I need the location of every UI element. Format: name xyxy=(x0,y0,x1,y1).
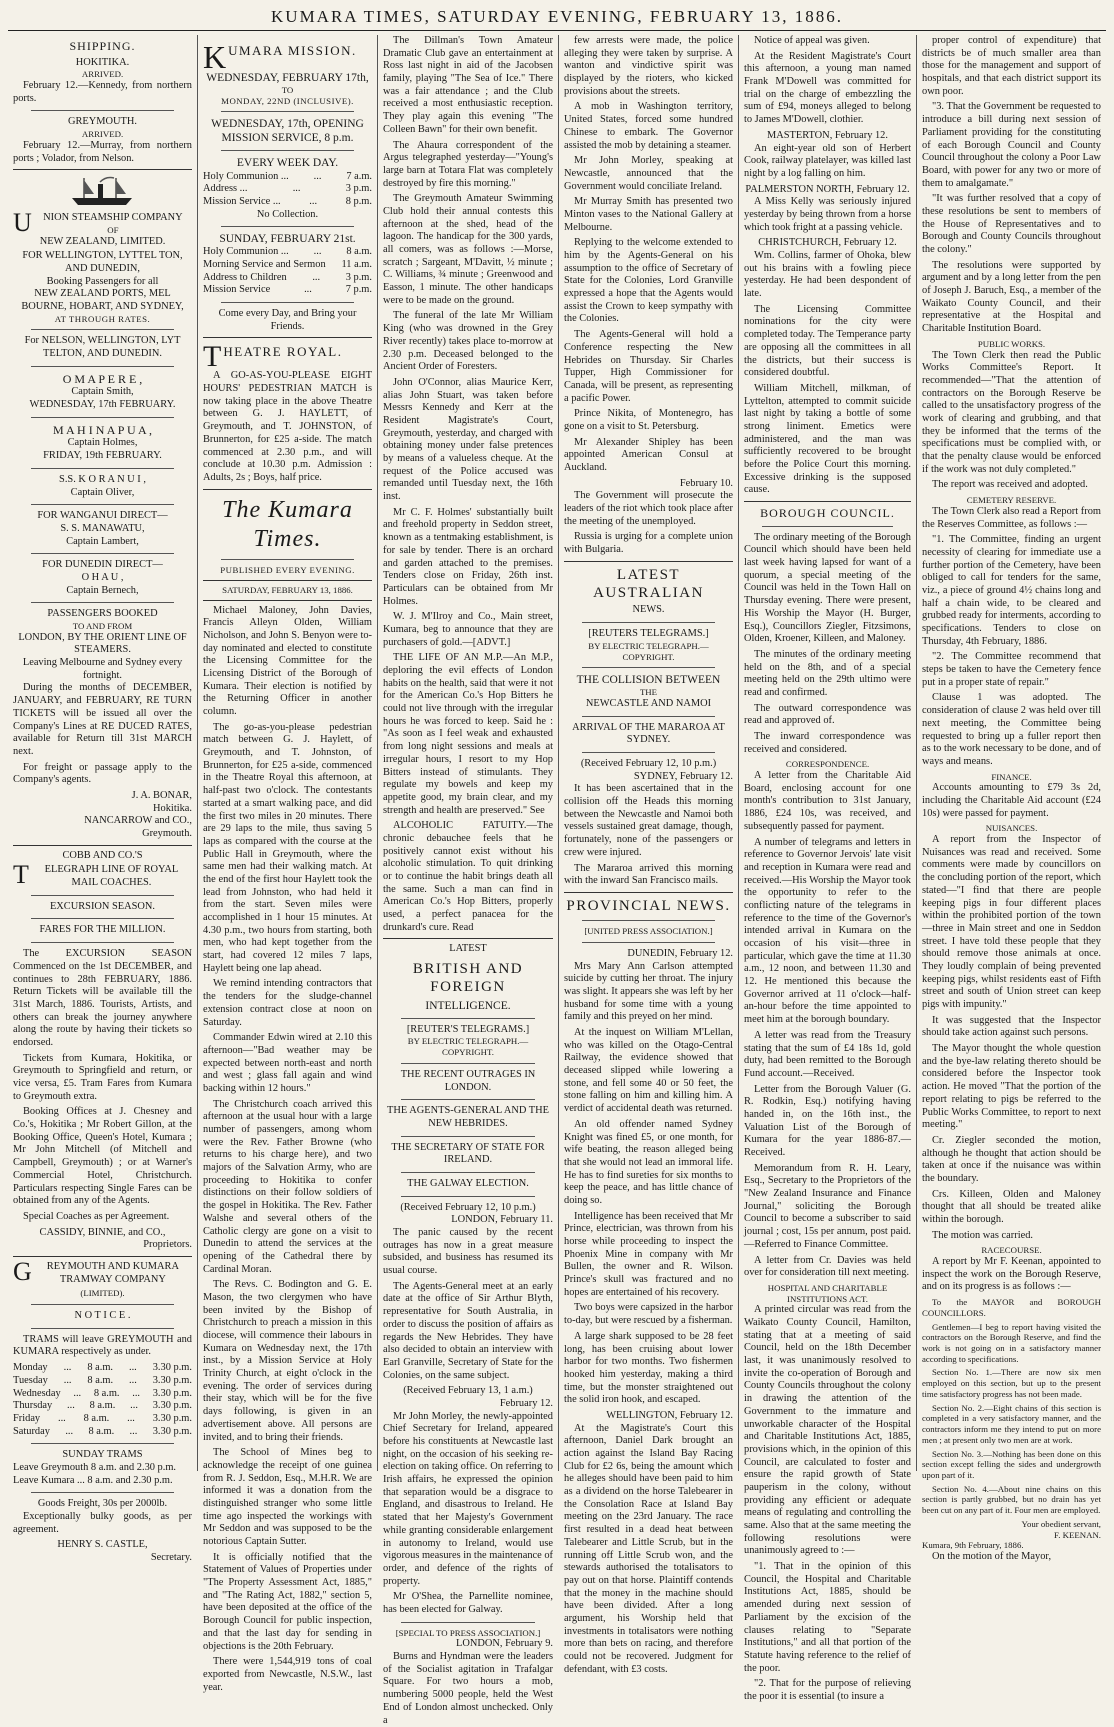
column-6 xyxy=(917,35,1106,1562)
divider xyxy=(31,942,174,943)
article-paragraph: Letter from the Borough Valuer (G. R. Rodkin, Esq.) notifying having handed in, on the 16th inst., the Valuation List of the Borough of Kumara for the year 1886-87.—Received. xyxy=(744,1083,911,1159)
subsection-heading: HOSPITAL AND CHARITABLE INSTITUTIONS ACT. xyxy=(767,1282,888,1304)
article-paragraph: ALCOHOLIC FATUITY.—The chronic debauchee feels that he positively cannot exist without his alcoholic stimulation. To quit drinking or to continue the habit brings death all the same. Such a man can find in American Co.'s Hop Bitters, properly used, a perfect panacea for the drunkard's cure. Read xyxy=(383,820,553,933)
timetable-row: Saturday ... 8 a.m. ... 3.30 p.m. xyxy=(13,1425,192,1437)
article-paragraph: THE LIFE OF AN M.P.—An M.P., deploring the evil effects of London habits on the health, said that were it not for the American Co.'s Hop Bitters he could not live through with the irregular hours he was forced to keep. Said he : "As soon as I feel weak and exhausted from long night sessions and meals at irregular hours, I resort to my Hop Bitters instead of stimulants. They regulate my bowels and keep my appetite good, my brain clear, and my strength and health are preserved." See xyxy=(383,652,553,816)
article-paragraph: Section No. 4.—About nine chains on this section is partly grubbed, but no drain has yet been cut on any part of it. Four men are employed. xyxy=(922,1483,1101,1516)
newspaper-title: The Kumara Times. xyxy=(222,496,353,552)
route-line: AT THROUGH RATES. xyxy=(54,313,151,324)
article-paragraph: A Miss Kelly was seriously injured yesterday by being thrown from a horse which took fright at a passing vehicle. xyxy=(744,196,911,233)
steamship-icon xyxy=(68,174,138,208)
divider xyxy=(582,716,715,717)
dateline: SATURDAY, FEBRUARY 13, 1886. xyxy=(222,584,353,595)
copyright-label: BY ELECTRIC TELEGRAPH.—COPYRIGHT. xyxy=(588,640,709,662)
every-week-heading: EVERY WEEK DAY. xyxy=(236,157,339,170)
freight-text: For freight or passage apply to the Company's agents. xyxy=(13,761,192,786)
timetable-row: Thursday ... 8 a.m. ... 3.30 p.m. xyxy=(13,1400,192,1412)
article-paragraph: The motion was carried. xyxy=(932,1229,1033,1241)
article-paragraph: Section No. 3.—Nothing has been done on this section except felling the sides and undergrowth upon part of it. xyxy=(922,1448,1101,1480)
dropcap: U xyxy=(13,208,32,238)
reuters-label: [REUTER'S TELEGRAMS.] xyxy=(406,1023,530,1035)
service-row: Address ... ... 3 p.m. xyxy=(203,183,372,195)
timetable-row: Wednesday ... 8 a.m. ... 3.30 p.m. xyxy=(13,1387,192,1399)
service-row: Holy Communion ... ... 7 a.m. xyxy=(203,170,372,182)
received-line: (Received February 12, 10 p.m.) xyxy=(580,758,717,770)
article-paragraph: Mr O'Shea, the Parnellite nominee, has been elected for Galway. xyxy=(383,1591,553,1615)
agent-name: NANCARROW and CO., xyxy=(84,815,192,827)
captain: Captain Bernech, xyxy=(66,584,139,596)
sunday-trams-line: Leave Greymouth 8 a.m. and 2.30 p.m. xyxy=(13,1461,177,1473)
theatre-heading: HEATRE ROYAL. xyxy=(223,344,343,360)
divider xyxy=(31,504,174,505)
captain: Captain Lambert, xyxy=(66,535,139,547)
dateline: February 10. xyxy=(679,477,733,489)
captain: Captain Oliver, xyxy=(70,486,135,498)
dropcap: K xyxy=(203,39,227,75)
article-paragraph: The ordinary meeting of the Borough Council which should have been held last week having lapsed for want of a quorum, a special meeting of the Council was held in the Town Hall on Thursday evening. There were present, His Worship the Mayor (H. Burger, Esq.), Councillors Ziegler, Fitzsimons, Olden, Kroener, Killeen, and Maloney. xyxy=(744,531,911,645)
article-paragraph: The Greymouth Amateur Swimming Club hold their annual contests this afternoon at the shed, head of the lagoon. The handicap for the 300 yards, all comers, was as follows :—Morse, scratch ; Sargeant, M'Davitt, ½ minute ; C. Williams, ¾ minute ; Greenwood and Easson, 1 minute. The other handicaps were to be made on the ground. xyxy=(383,193,553,306)
service-row: Address to Children ... 3 p.m. xyxy=(203,271,372,283)
article-paragraph: "2. That for the purpose of relieving the poor it is essential (to insure a xyxy=(744,1678,911,1702)
column-5 xyxy=(739,35,917,1702)
route-line: FOR DUNEDIN DIRECT— xyxy=(42,559,163,571)
column-4 xyxy=(559,35,739,1675)
article-paragraph: Mr Alexander Shipley has been appointed American Consul at Auckland. xyxy=(564,436,733,473)
article-paragraph: The Town Clerk then read the Public Works Committee's Report. It recommended—"That the attention of contractors on the Borough Reserve be called to the unsatisfactory progress of the work of clearing and grubbing, and that they be informed that the terms of the specifications must be complied with, or that the penalty clause would be enforced if the work was not duly completed." xyxy=(922,349,1101,475)
article-paragraph: A letter was read from the Treasury stating that the sum of £4 18s 1d, gold duty, had been remitted to the Borough Fund account.—Received. xyxy=(744,1029,911,1079)
article-paragraph: The Licensing Committee nominations for the city were completed today. The Temperance party are opposing all the committees in all the districts, but their success is considered doubtful. xyxy=(744,303,911,379)
opening-service: WEDNESDAY, 17th, OPENING MISSION SERVICE, 8 p.m. xyxy=(211,118,364,145)
article-paragraph: "1. That in the opinion of this Council, the Hospital and Charitable Institutions Act, 1885, should be amended during next session of Parliament by the excision of the clauses relating to "Separate Institutions," and all that portion of the Statute having reference to the relief of the poor. xyxy=(744,1561,911,1674)
news-heading: THE AGENTS-GENERAL AND THE NEW HEBRIDES. xyxy=(387,1105,549,1129)
divider xyxy=(31,602,174,603)
telegraph-line-ad xyxy=(13,860,192,890)
dateline: WELLINGTON, February 12. xyxy=(606,1409,733,1421)
divider xyxy=(221,226,354,227)
divider xyxy=(203,580,372,581)
masthead: KUMARA TIMES, SATURDAY EVENING, FEBRUARY 13, 1886. xyxy=(271,7,843,26)
sunday-trams-heading: SUNDAY TRAMS xyxy=(62,1449,143,1461)
divider xyxy=(203,600,372,601)
trams-text: TRAMS will leave GREYMOUTH and KUMARA respectively as under. xyxy=(13,1333,192,1358)
excursion-heading: EXCURSION SEASON. xyxy=(49,900,156,912)
goods-freight: Goods Freight, 30s per 2000lb. xyxy=(37,1498,168,1510)
timetable-row: Tuesday ... 8 a.m. ... 3.30 p.m. xyxy=(13,1374,192,1386)
article-paragraph: Mrs Mary Ann Carlson attempted suicide by cutting her throat. The injury was slight. It appears she was left by her husband for some time with a young family and this preyed on her mind. xyxy=(564,960,733,1023)
article-paragraph: At the inquest on William M'Lellan, who was killed on the Otago-Central Railway, the evidence showed that deceased slipped while lowering a stone, and fell some 40 or 50 feet, the stone falling on him and killing him. A verdict of accidental death was returned. xyxy=(564,1027,733,1115)
greymouth-heading: GREYMOUTH. xyxy=(68,116,137,128)
article-paragraph: Mr John Morley, the newly-appointed Chief Secretary for Ireland, appeared before his constituents at Newcastle last night, on the occasion of his seeking re-election on taking office. On referring to Irish affairs, he expressed the opinion that separation would be a disgrace to England, and disastrous to Ireland. He stated that her Majesty's Government while granting considerable enlargement in autonomy to Ireland, would use vigorous measures in the maintenance of order, and defence of the rights of property. xyxy=(383,1410,553,1587)
passengers-line: TO AND FROM xyxy=(72,621,133,631)
news-heading: NEWCASTLE AND NAMOI xyxy=(585,697,712,709)
article-paragraph: The panic caused by the recent outrages has now in a great measure subsided, and business has resumed its usual course. xyxy=(383,1227,553,1277)
article-paragraph: A report by Mr F. Keenan, appointed to inspect the work on the Borough Reserve, and on its progress is as follows :— xyxy=(922,1256,1101,1293)
theatre-text: A GO-AS-YOU-PLEASE EIGHT HOURS' PEDESTRIAN MATCH is now taking place in the above Theatre between G. J. HAYLETT, of Greymouth, and T. JOHNSTON, of Brunnerton, for £25 a-side. The match commenced at 2.30 p.m., and will conclude at 10.30 p.m. Admission : Adults, 2s ; Boys, half price. xyxy=(203,370,372,483)
columns xyxy=(8,35,1106,1726)
article-paragraph: The outward correspondence was read and approved of. xyxy=(744,702,911,727)
hokitika-arrivals: February 12.—Kennedy, from northern ports. xyxy=(13,80,192,104)
article-paragraph: Mr Murray Smith has presented two Minton vases to the National Gallery at Melbourne. xyxy=(564,196,733,233)
divider xyxy=(401,1136,535,1137)
divider xyxy=(31,553,174,554)
subsection-heading: FINANCE. xyxy=(991,771,1032,782)
tickets-text: Tickets from Kumara, Hokitika, or Greymouth to Springfield and return, or vice versa, £5. Tram Fares from Kumara to Greymouth extra. xyxy=(13,1052,192,1102)
dateline: LONDON, February 9. xyxy=(456,1638,553,1650)
ship-name: S. S. MANAWATU, xyxy=(60,522,145,534)
divider xyxy=(582,920,715,921)
divider xyxy=(31,1443,174,1444)
ad-title: REYMOUTH AND KUMARA TRAMWAY COMPANY xyxy=(46,1260,179,1285)
divider xyxy=(221,150,354,151)
divider xyxy=(762,526,893,527)
divider xyxy=(31,366,174,367)
dateline: MASTERTON, February 12. xyxy=(767,129,888,141)
article-paragraph: Gentlemen—I beg to report having visited the contractors on the Borough Reserve, and find the work is not going on in a satisfactory manner according to specifications. xyxy=(922,1321,1101,1364)
article-paragraph: At the Resident Magistrate's Court this afternoon, a young man named Frank M'Dowell was committed for trial on the charge of embezzling the sum of £94, moneys alleged to belong to James M'Dowell, clothier. xyxy=(744,50,911,126)
service-row: Morning Service and Sermon 11 a.m. xyxy=(203,258,372,270)
news-heading: THE GALWAY ELECTION. xyxy=(407,1177,529,1189)
article-paragraph: The Ahaura correspondent of the Argus telegraphed yesterday—"Young's large barn at Totara Flat was completely destroyed by fire this morning." xyxy=(383,139,553,189)
article-paragraph: W. J. M'Ilroy and Co., Main street, Kumara, beg to announce that they are purchasers of gold.—[ADVT.] xyxy=(383,611,553,648)
signoff: Your obedient servant, xyxy=(1021,1518,1101,1529)
route-line: NEW ZEALAND PORTS, MEL BOURNE, HOBART, AND SYDNEY, xyxy=(21,288,184,313)
union-steamship-ad xyxy=(13,208,192,248)
divider xyxy=(582,942,715,943)
column-1 xyxy=(8,35,198,1564)
mission-to: TO xyxy=(281,85,294,96)
divider xyxy=(31,468,174,469)
signoff-date: Kumara, 9th February, 1886. xyxy=(922,1540,1024,1551)
arrived-label: ARRIVED. xyxy=(81,129,124,140)
article-paragraph: Intelligence has been received that Mr Prince, electrician, was thrown from his horse while proceeding to inspect the Phoenix Mine in company with Mr Bullen, the owner and R. Wilson. Prince's skull was fractured and no hopes are entertained of his recovery. xyxy=(564,1210,733,1298)
divider xyxy=(582,622,715,623)
divider xyxy=(31,1304,174,1305)
press-association-label: [UNITED PRESS ASSOCIATION.] xyxy=(584,926,713,937)
news-heading: ARRIVAL OF THE MARAROA AT SYDNEY. xyxy=(572,721,725,746)
ad-title: NEW ZEALAND, LIMITED. xyxy=(39,235,166,247)
article-paragraph: A number of telegrams and letters in reference to Governor Jervois' late visit and reception in Kumara were read and received.—His Worship the Mayor took the opportunity to refer to the conflicting nature of the telegrams in reference to the time of the Governor's intended arrival in Kumara on the occasion of his visit—three in particular, which gave the time at 11.30 a.m., 12 noon, and between 11.30 and 12. He mentioned this because the Governor arrived at 11 o'clock—half-an-hour before the time appointed to meet him at the borough boundary. xyxy=(744,836,911,1026)
section-heading: LATEST AUSTRALIAN xyxy=(593,566,704,602)
hokitika-heading: HOKITIKA. xyxy=(75,56,130,68)
divider xyxy=(31,417,174,418)
dropcap: G xyxy=(13,1256,32,1286)
article-paragraph: Commander Edwin wired at 2.10 this afternoon—"Bad weather may be expected between north-east and north and west ; glass fall again and wind backing within 12 hours." xyxy=(203,1032,372,1094)
divider xyxy=(383,938,553,939)
article-paragraph: Cr. Ziegler seconded the motion, although he thought that action should be taken at once if the nuisance was within the boundary. xyxy=(922,1134,1101,1184)
dateline: CHRISTCHURCH, February 12. xyxy=(758,237,897,249)
agent-town: Greymouth. xyxy=(142,828,192,840)
article-paragraph: An old offender named Sydney Knight was fined £5, or one month, for wife beating, the reason alleged being that she would not lead an immoral life. He has to find sureties for six months to keep the peace, and has little chance of doing so. xyxy=(564,1118,733,1206)
dateline: SYDNEY, February 12. xyxy=(633,770,733,782)
dateline: DUNEDIN, February 12. xyxy=(627,947,733,959)
divider xyxy=(401,1099,535,1100)
sailing-date: FRIDAY, 19th FEBRUARY. xyxy=(43,450,162,462)
captain: Captain Smith, xyxy=(71,386,134,398)
divider xyxy=(582,752,715,753)
timetable-row: Friday ... 8 a.m. ... 3.30 p.m. xyxy=(13,1412,192,1424)
article-paragraph: Two boys were capsized in the harbor to-day, but were rescued by a fisherman. xyxy=(564,1302,733,1327)
mission-date: MONDAY, 22ND (INCLUSIVE). xyxy=(221,95,354,106)
dateline: LONDON, February 11. xyxy=(451,1214,553,1226)
news-heading: THE xyxy=(639,687,658,698)
article-paragraph: On the motion of the Mayor, xyxy=(932,1550,1052,1562)
arrived-label: ARRIVED. xyxy=(81,69,124,80)
column-3 xyxy=(378,35,559,1726)
theatre-ad xyxy=(203,340,372,374)
article-paragraph: Wm. Collins, farmer of Ohoka, blew out his brains with a fowling piece yesterday. He had been despondent of late. xyxy=(744,250,911,300)
news-heading: THE SECRETARY OF STATE FOR IRELAND. xyxy=(391,1141,545,1166)
divider xyxy=(221,302,354,303)
sailing-date: WEDNESDAY, 17th FEBRUARY. xyxy=(29,399,176,411)
news-heading: THE RECENT OUTRAGES IN LONDON. xyxy=(400,1068,536,1093)
divider xyxy=(221,559,354,560)
passengers-line: Leaving Melbourne and Sydney every fortnight. xyxy=(22,657,183,681)
divider xyxy=(221,111,354,112)
divider xyxy=(401,1172,535,1173)
article-paragraph: Mr John Morley, speaking at Newcastle, announced that the Government would conciliate Ireland. xyxy=(564,155,733,192)
ad-title: ELEGRAPH LINE OF ROYAL MAIL COACHES. xyxy=(44,864,179,889)
article-paragraph: There were 1,544,919 tons of coal exported from Newcastle, N.S.W., last year. xyxy=(203,1656,372,1693)
service-row: Mission Service ... ... 8 p.m. xyxy=(203,195,372,207)
article-paragraph: The go-as-you-please pedestrian match between G. J. Haylett, of Greymouth, and T. Johnston, of Brunnerton, for £25 a-side, commenced in the Theatre Royal this afternoon, at half-past two o'clock. The contestants started at a smart walking pace, and did the first two miles in 20 minutes. There are 29 laps to the mile, thus saving 5 laps as compared with the course at the Public Hall in Greymouth, where the same men had their walking match. At the end of the first hour Haylett took the lead from Johnston, who had held it from the start. Seven miles were accomplished in 1 hour 15 minutes. At 4.30 p.m., two hours from starting, both men, who had kept together from the start, had covered 12 miles 7 laps, Haylett being one lap ahead. xyxy=(203,721,372,974)
article-paragraph: Russia is urging for a complete union with Bulgaria. xyxy=(564,531,733,556)
tramway-ad xyxy=(13,1256,192,1286)
timetable-row: Monday ... 8 a.m. ... 3.30 p.m. xyxy=(13,1362,192,1374)
tram-timetable xyxy=(13,1362,192,1438)
article-paragraph: John O'Connor, alias Maurice Kerr, alias John Stuart, was taken before Messrs Kennedy and Kerr at the Resident Magistrate's Court, Greymouth, yesterday, and charged with obtaining money under false pretences by means of a valueless cheque. At the request of the Police accused was remanded until Tuesday next, the 16th inst. xyxy=(383,376,553,503)
article-paragraph: Mr C. F. Holmes' substantially built and freehold property in Seddon street, known as a tentmaking establishment, is for sale by tender. There is an orchard and garden attached to the premises. Tenders close on Friday, 26th inst. Particulars can be obtained from Mr Holmes. xyxy=(383,506,553,607)
sunday-heading: SUNDAY, FEBRUARY 21st. xyxy=(219,233,356,246)
ad-subtitle: (LIMITED). xyxy=(80,1288,125,1299)
subsection-heading: CORRESPONDENCE. xyxy=(785,759,870,770)
masthead-rule xyxy=(8,30,1106,31)
article-paragraph: The minutes of the ordinary meeting held on the 8th, and of a special meeting held on the 29th ultimo were read and confirmed. xyxy=(744,648,911,698)
signoff: F. KEENAN. xyxy=(1054,1529,1101,1540)
article-paragraph: Accounts amounting to £79 3s 2d, including the Charitable Aid account (£24 10s) were passed for payment. xyxy=(922,782,1101,819)
bulky-goods: Exceptionally bulky goods, as per agreement. xyxy=(13,1511,192,1535)
captain: Captain Holmes, xyxy=(67,437,138,449)
article-paragraph: Notice of appeal was given. xyxy=(754,35,870,46)
article-paragraph: At the Magistrate's Court this afternoon, Daniel Dark brought an action against the Island Bay Racing Club for £2 6s, being the amount which he alleges should have been paid to him as a dividend on the horse Talebearer in the Consolation Race at Island Bay meeting on the 23rd January. The race first resulted in a dead heat between Talebearer and Little Scrub, but in the running off Little Scrub won, and the stewards authorised the totalisators to pay out on that horse. Plaintiff contends that the money in the machine should have been divided. After a long argument, his Worship held that investments in totalisators were nothing more than bets on racing, and therefore could not be recovered. Judgment for defendant, with £3 costs. xyxy=(564,1422,733,1675)
route-line: Booking Passengers for all xyxy=(46,275,159,287)
dateline: PALMERSTON NORTH, February 12. xyxy=(745,183,910,195)
divider xyxy=(203,489,372,490)
mission-date: WEDNESDAY, FEBRUARY 17th, xyxy=(206,72,369,84)
agent-town: Hokitika. xyxy=(153,802,192,814)
divider xyxy=(31,918,174,919)
article-paragraph: It is officially notified that the Statement of Values of Properties under "The Property Assessment Act, 1885," and "The Rating Act, 1882," section 5, have been deposited at the office of the Borough Council for public inspection, and that the last day for sending in objections is the 20th February. xyxy=(203,1551,372,1652)
article-paragraph: Section No. 1.—There are now six men employed on this section, but up to the present time satisfactory progress has not been made. xyxy=(922,1367,1101,1399)
article-paragraph: A large shark supposed to be 28 feet long, has been cruising about lower harbor for two months. Two fishermen hooked him yesterday, making a third time, but the monster straightened out the solid iron hook, and escaped. xyxy=(564,1330,733,1406)
article-paragraph: The inward correspondence was received and considered. xyxy=(744,731,911,755)
article-paragraph: A letter from the Charitable Aid Board, enclosing account for one month's contribution to 31st January, 1886, £24 10s, was received, and subsequently passed for payment. xyxy=(744,770,911,832)
article-paragraph: Section No. 2.—Eight chains of this section is completed in a very satisfactory manner, and the contractors inform me they intend to put on more men ; at present only two men are at work. xyxy=(922,1402,1101,1445)
cobb-heading: COBB AND CO.'S xyxy=(62,849,143,861)
article-paragraph: The Agents-General meet at an early date at the office of Sir Arthur Blyth, representative for South Australia, in order to discuss the position of affairs as regards the New Hebrides. They have also decided to obtain an interview with Earl Granville, Secretary of State for the Colonies, on the same subject. xyxy=(383,1280,553,1381)
passengers-line: PASSENGERS BOOKED xyxy=(47,608,158,620)
come-every-day: Come every Day, and Bring your Friends. xyxy=(218,308,357,332)
proprietor-name: CASSIDY, BINNIE, and CO., xyxy=(39,1226,166,1238)
section-heading: BOROUGH COUNCIL. xyxy=(760,506,895,521)
article-paragraph: To the MAYOR and BOROUGH COUNCILLORS. xyxy=(922,1297,1101,1318)
ship-name: M A H I N A P U A , xyxy=(53,422,152,437)
article-paragraph: few arrests were made, the police alleging they were taken by surprise. A wanton and vindictive spirit was displayed by the rioters, who kicked provisions about the streets. xyxy=(564,35,733,97)
proprietor-role: Proprietors. xyxy=(143,1239,192,1251)
divider xyxy=(31,329,174,330)
divider xyxy=(401,1196,535,1197)
divider xyxy=(203,337,372,338)
article-paragraph: The Government will prosecute the leaders of the riot which took place after the meeting of the unemployed. xyxy=(564,490,733,527)
service-row: Holy Communion ... ... 8 a.m. xyxy=(203,246,372,258)
fares-heading: FARES FOR THE MILLION. xyxy=(39,924,166,936)
article-paragraph: The report was received and adopted. xyxy=(932,479,1088,491)
divider xyxy=(564,892,733,893)
agent-name: J. A. BONAR, xyxy=(131,789,192,801)
ship-name: O M A P E R E , xyxy=(62,371,143,386)
article-paragraph: The School of Mines beg to acknowledge the receipt of one guinea from R. J. Seddon, Esq., M.H.R. We are informed it was a donation from the distinguished stranger who some little time ago inspected the workings with Mr Seddon and was supposed to be the notorious Captain Sutter. xyxy=(203,1447,372,1548)
article-paragraph: A letter from Cr. Davies was held over for consideration till next meeting. xyxy=(744,1254,911,1279)
passengers-line: LONDON, BY THE ORIENT LINE OF STEAMERS. xyxy=(18,631,187,656)
route-line: For NELSON, WELLINGTON, LYT TELTON, AND DUNEDIN. xyxy=(24,335,181,360)
latest-label: LATEST xyxy=(449,943,487,955)
article-paragraph: The Mayor thought the whole question and the bye-law relating thereto should be considered before the Inspector took action. He moved "That the portion of the report relating to pigs be referred to the Public Works Committee, to report to next meeting." xyxy=(922,1043,1101,1131)
section-heading: BRITISH AND FOREIGN xyxy=(412,961,524,996)
article-paragraph: It was suggested that the Inspector should take action against such persons. xyxy=(922,1014,1101,1039)
ship-name: O H A U , xyxy=(81,571,124,583)
article-paragraph: The Revs. C. Bodington and G. E. Mason, the two clergymen who have been invited by the Bishop of Christchurch to preach a mission in this diocese, will commence their labours in Kumara on Wednesday next, the 17th inst., by a Mission Service at Holy Trinity Church, at eight o'clock in the evening. The order of services during their stay, which will be for the five days following, is given in an advertisement above. All persons are invited, and to bring their friends. xyxy=(203,1279,372,1443)
notice-heading: N O T I C E . xyxy=(74,1310,131,1322)
divider xyxy=(564,561,733,562)
article-paragraph: "3. That the Government be requested to introduce a bill during next session of Parliament providing for the constituting of each Borough Council and County Council throughout the colony a Poor Law Board, with power for any two or more of them to amalgamate." xyxy=(922,101,1101,189)
article-paragraph: "It was further resolved that a copy of these resolutions be sent to members of the House of Representatives and to Borough and County Councils throughout the colony." xyxy=(922,193,1101,255)
divider xyxy=(13,169,192,170)
divider xyxy=(31,110,174,111)
divider xyxy=(744,501,911,502)
secretary-name: HENRY S. CASTLE, xyxy=(57,1539,148,1551)
article-paragraph: proper control of expenditure) that districts be of much smaller area than those for the management and support of hospitals, and that each district support its own poor. xyxy=(922,35,1101,97)
route-line: FOR WANGANUI DIRECT— xyxy=(37,510,168,522)
article-paragraph: The Christchurch coach arrived this afternoon at the usual hour with a large number of passengers, among whom were the Rev. Father Browne (who returns to his charge here), and two majors of the Salvation Army, who are proceeding to Hokitika to confer distinctions on their follow soldiers of the gospel in Hokitika. The Rev. Father Walshe and several others of the Catholic clergy are gone on a visit to Dunedin to attend the services at the opening of the Cathedral there by Cardinal Moran. xyxy=(203,1098,372,1275)
article-paragraph: We remind intending contractors that the tenders for the sludge-channel extension contract close at noon on Saturday. xyxy=(203,978,372,1028)
article-paragraph: Burns and Hyndman were the leaders of the Socialist agitation in Trafalgar Square. For two hours a mob, numbering 5000 people, held the West End of London almost unchecked. Only a xyxy=(383,1651,553,1726)
route-line: FOR WELLINGTON, LYTTEL TON, AND DUNEDIN, xyxy=(22,250,183,274)
news-heading: THE COLLISION BETWEEN xyxy=(576,674,721,687)
subsection-heading: NUISANCES. xyxy=(985,823,1038,834)
article-paragraph: "2. The Committee recommend that steps be taken to have the Cemetery fence put in a proper state of repair." xyxy=(922,651,1101,688)
divider xyxy=(401,1063,535,1064)
article-paragraph: A mob in Washington territory, United States, forced some hundred Chinese to embark. The Governor assisted the mob by detaining a steamer. xyxy=(564,101,733,151)
article-paragraph: "1. The Committee, finding an urgent necessity of clearing for immediate use a further portion of the Cemetery, have been obliged to call for tenders for the same, viz., a piece of ground 4½ chains long and half a chain wide, to be cleared and grubbed ready for interments, according to specifications. Tenders to close on Thursday, 4th February, 1886. xyxy=(922,534,1101,647)
article-paragraph: Prince Nikita, of Montenegro, has gone on a visit to St. Petersburg. xyxy=(564,408,733,432)
divider xyxy=(31,1328,174,1329)
article-paragraph: It has been ascertained that in the collision off the Heads this morning between the Newcastle and Namoi both vessels sustained great damage, though, fortunately, none of the passengers or crew were injured. xyxy=(564,783,733,858)
received-line: (Received February 13, 1 a.m.) xyxy=(403,1385,533,1397)
divider xyxy=(582,667,715,668)
subsection-heading: CEMETERY RESERVE. xyxy=(966,495,1057,506)
ad-title: NION STEAMSHIP COMPANY xyxy=(43,212,183,224)
article-paragraph: A report from the Inspector of Nuisances was read and received. Some comments were made by councillors on the concluding portion of the report, which stated—"I find that there are people keeping pigs in four different places within the prohibited portion of the town—three in Main street and one in Seddon street. I have told these people that they should remove those animals at once. They loudly complain of being prevented keeping pigs, whilst residents east of Fifth street and south of Union street can keep pigs with impunity." xyxy=(922,834,1101,1010)
return-tickets-text: During the months of DECEMBER, JANUARY, and FEBRUARY, RE TURN TICKETS will be issued all over the Company's Lines at RE DUCED RATES, available for Return till 31st MARCH next. xyxy=(13,682,192,757)
no-collection: No Collection. xyxy=(256,208,319,220)
divider xyxy=(401,1622,535,1623)
dateline: February 12. xyxy=(499,1397,553,1409)
reuters-label: [REUTERS TELEGRAMS.] xyxy=(588,628,709,640)
mission-ad xyxy=(203,39,372,75)
subsection-heading: PUBLIC WORKS. xyxy=(977,338,1046,349)
divider xyxy=(31,895,174,896)
booking-text: Booking Offices at J. Chesney and Co.'s, Hokitika ; Mr Robert Gillon, at the Booking Office, Queen's Hotel, Kumara ; Mr John Mitchell (of Mitchell and Campbell, Greymouth) ; or at Warner's Commercial Hotel, Christchurch. Particulars respecting Single Fares can be obtained from any of the Agents. xyxy=(13,1106,192,1207)
press-association-label: [SPECIAL TO PRESS ASSOCIATION.] xyxy=(395,1627,541,1638)
article-paragraph: Crs. Killeen, Olden and Maloney thought that all should be treated alike within the borough. xyxy=(922,1188,1101,1225)
dropcap: T xyxy=(203,340,222,374)
secretary-role: Secretary. xyxy=(150,1552,192,1564)
ad-title: OF xyxy=(107,224,119,235)
copyright-label: BY ELECTRIC TELEGRAPH.—COPYRIGHT. xyxy=(407,1036,529,1058)
divider xyxy=(401,1018,535,1019)
excursion-text: The EXCURSION SEASON Commenced on the 1st DECEMBER, and continues to 28th FEBRUARY, 1886. Return Tickets will be available till the 31st March, 1886. Tourists, Artists, and others can break the journey anywhere along the route by having their tickets so endorsed. xyxy=(13,948,192,1048)
shipping-heading: SHIPPING. xyxy=(69,39,136,53)
article-paragraph: The resolutions were supported by argument and by a long letter from the pen of Joseph J. Baruch, Esq., a member of the Waikato County Council, and their representative at the Hospital and Charitable Institution Board. xyxy=(922,259,1101,335)
article-paragraph: A printed circular was read from the Waikato County Council, Hamilton, stating that at a meeting of said Council, held on the 18th December last, it was unanimously resolved to invite the co-operation of Borough and County Councils throughout the colony in drawing the attention of the Government to the immature and unworkable character of the Hospital and Charitable Institutions Act, 1885, provisions which, in the opinion of this Council, are calculated to foster and ensure the rapid growth of State pauperism in the colony, without providing any efficient or adequate means of regulating and controlling the same. Also that at the same meeting the following resolutions were unanimously agreed to :— xyxy=(744,1304,911,1557)
article-paragraph: An eight-year old son of Herbert Cook, railway platelayer, was killed last night by a log falling on him. xyxy=(744,142,911,179)
greymouth-arrivals: February 12.—Murray, from northern ports ; Volador, from Nelson. xyxy=(13,139,192,164)
article-paragraph: The Agents-General will hold a Conference respecting the New Hebrides on Thursday. Sir Charles Tupper, High Commissioner for Canada, will be present, as representing a pacific Power. xyxy=(564,329,733,404)
column-2 xyxy=(198,35,378,1693)
section-heading: INTELLIGENCE. xyxy=(425,999,511,1012)
published-line: PUBLISHED EVERY EVENING. xyxy=(220,565,355,576)
article-paragraph: Memorandum from R. H. Leary, Esq., Secretary to the Proprietors of the "New Zealand Insurance and Finance Journal," soliciting the Borough Council to become a subscriber to said journal ; cost, 15s per annum, post paid.—Referred to Finance Committee. xyxy=(744,1162,911,1250)
article-paragraph: The funeral of the late Mr William King (who was drowned in the Grey River recently) takes place to-morrow at 2.30 p.m. Deceased belonged to the Ancient Order of Foresters. xyxy=(383,310,553,373)
article-paragraph: Michael Maloney, John Davies, Francis Alleyn Olden, William Nicholson, and John S. Benyon were to-day nominated and elected to constitute the Licensing Committee for the Licensing District of the Borough of Kumara. Their election is notified by the Returning Officer in another column. xyxy=(203,604,372,718)
sunday-trams-line: Leave Kumara ... 8 a.m. and 2.30 p.m. xyxy=(13,1474,173,1486)
dropcap: T xyxy=(13,860,29,890)
divider xyxy=(31,1492,174,1493)
special-coaches: Special Coaches as per Agreement. xyxy=(23,1210,170,1222)
service-row: Mission Service ... 7 p.m. xyxy=(203,284,372,296)
subsection-heading: RACECOURSE. xyxy=(981,1245,1042,1256)
article-paragraph: Replying to the welcome extended to him by the Agents-General on his assumption to the office of Secretary of State for the Colonies, Lord Granville expressed a hope that the Agents would assist the Crown to keep sympathy with the Colonies. xyxy=(564,237,733,325)
article-paragraph: The Town Clerk also read a Report from the Reserves Committee, as follows :— xyxy=(922,505,1101,530)
article-paragraph: Clause 1 was adopted. The consideration of clause 2 was held over till next meeting, the Committee being requested to bring up a fuller report then as to the work necessary to be done, and of ways and means. xyxy=(922,692,1101,767)
received-line: (Received February 12, 10 p.m.) xyxy=(400,1201,536,1213)
article-paragraph: William Mitchell, milkman, of Lyttelton, attempted to commit suicide last night by taking a bottle of some strong liniment. Emetics were administered, and the man was sufficiently recovered to be brought before the Police Court this morning. Excessive drinking is the supposed cause. xyxy=(744,382,911,496)
article-paragraph: The Mararoa arrived this morning with the inward San Francisco mails. xyxy=(564,862,733,887)
divider xyxy=(13,845,192,846)
divider xyxy=(13,1256,192,1257)
section-heading: PROVINCIAL NEWS. xyxy=(566,897,731,914)
ship-name: S.S. K O R A N U I , xyxy=(59,473,146,485)
mission-heading: UMARA MISSION. xyxy=(228,43,357,58)
section-heading: NEWS. xyxy=(632,604,665,616)
article-paragraph: The Dillman's Town Amateur Dramatic Club gave an entertainment at Ross last night in aid of the Jacobsen family, playing "The Sea of Ice." There was a fair attendance ; and the Club received a most enthusiastic reception. They play again this evening "The Colleen Bawn" for their own benefit. xyxy=(383,35,553,135)
